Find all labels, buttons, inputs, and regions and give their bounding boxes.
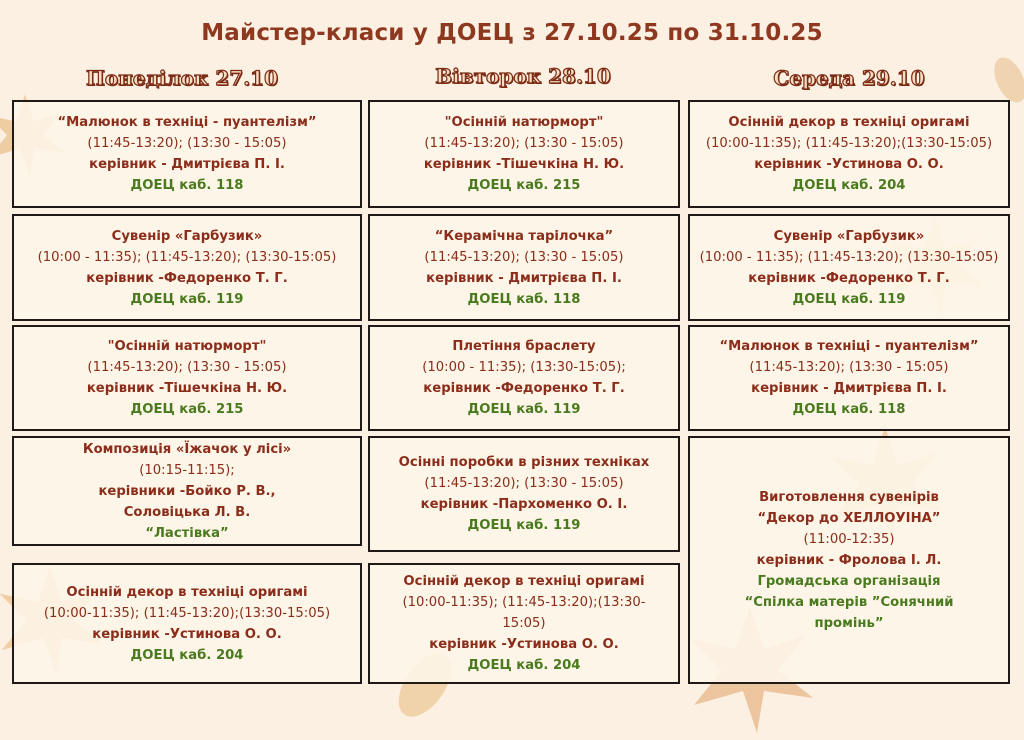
class-room: ДОЕЦ каб. 118 xyxy=(467,291,581,307)
class-room: ДОЕЦ каб. 204 xyxy=(467,658,581,673)
class-title: Осінній декор в техніці оригамі xyxy=(403,574,645,589)
class-card-tuesday xyxy=(368,436,680,552)
class-card-wednesday xyxy=(688,436,1010,684)
class-title: “Керамічна тарілочка” xyxy=(434,228,614,244)
class-title: “Малюнок в техніці - пуантелізм” xyxy=(57,115,317,130)
class-room: промінь” xyxy=(814,615,884,631)
class-card-monday xyxy=(12,100,362,208)
class-title: Композиція «Їжачок у лісі» xyxy=(82,441,292,457)
class-title: “Малюнок в техніці - пуантелізм” xyxy=(719,339,979,354)
class-room: ДОЕЦ каб. 119 xyxy=(467,518,581,533)
class-title: Осінній декор в техніці оригамі xyxy=(728,115,970,130)
class-card-wednesday xyxy=(688,325,1010,431)
class-time: (11:45-13:20); (13:30 - 15:05) xyxy=(424,476,624,491)
class-card-monday xyxy=(12,563,362,684)
class-time: (11:45-13:20); (13:30 - 15:05) xyxy=(424,249,624,265)
class-leader: керівник - Дмитрієва П. І. xyxy=(751,381,947,396)
class-time: (10:00-11:35); (11:45-13:20);(13:30-15:05) xyxy=(705,136,993,151)
day-header-wednesday: Середа 29.10 xyxy=(773,66,925,90)
class-leader: Соловіцька Л. В. xyxy=(123,504,251,520)
class-card-monday xyxy=(12,214,362,321)
class-title: "Осінній натюрморт" xyxy=(444,115,604,130)
class-time: (11:00-12:35) xyxy=(803,531,895,547)
class-room: Громадська організація xyxy=(757,573,941,589)
class-room: “Ластівка” xyxy=(145,525,229,541)
class-leader: керівник - Дмитрієва П. І. xyxy=(426,270,622,286)
class-time: (10:00 - 11:35); (11:45-13:20); (13:30-15:05) xyxy=(37,249,337,265)
class-time: 15:05) xyxy=(502,616,546,631)
class-card-monday xyxy=(12,436,362,546)
class-leader: керівник -Тішечкіна Н. Ю. xyxy=(423,157,625,172)
class-leader: “Декор до ХЕЛЛОУІНА” xyxy=(757,510,941,526)
day-header-monday: Понеділок 27.10 xyxy=(86,66,278,90)
class-room: ДОЕЦ каб. 204 xyxy=(130,647,244,663)
class-time: (11:45-13:20); (13:30 - 15:05) xyxy=(424,136,624,151)
class-title: "Осінній натюрморт" xyxy=(107,339,267,354)
class-card-tuesday xyxy=(368,100,680,208)
class-leader: керівник -Федоренко Т. Г. xyxy=(748,270,950,286)
class-leader: керівник - Фролова І. Л. xyxy=(756,552,942,568)
class-card-tuesday xyxy=(368,214,680,321)
class-title: Плетіння браслету xyxy=(452,339,596,354)
class-room: ДОЕЦ каб. 215 xyxy=(130,402,244,417)
class-time: (11:45-13:20); (13:30 - 15:05) xyxy=(749,360,949,375)
page-title: Майстер-класи у ДОЕЦ з 27.10.25 по 31.10.25 xyxy=(201,20,823,46)
class-time: (10:00 - 11:35); (13:30-15:05); xyxy=(422,360,626,375)
class-card-wednesday xyxy=(688,100,1010,208)
class-card-tuesday xyxy=(368,563,680,684)
class-title: Осінні поробки в різних техніках xyxy=(398,455,650,470)
class-time: (10:00-11:35); (11:45-13:20);(13:30-15:05) xyxy=(43,605,331,621)
class-time: (11:45-13:20); (13:30 - 15:05) xyxy=(87,136,287,151)
class-time: (11:45-13:20); (13:30 - 15:05) xyxy=(87,360,287,375)
class-leader: керівник -Пархоменко О. І. xyxy=(420,497,628,512)
class-title: Осінній декор в техніці оригамі xyxy=(66,584,308,600)
class-card-wednesday xyxy=(688,214,1010,321)
class-room: ДОЕЦ каб. 118 xyxy=(792,402,906,417)
class-leader: керівник -Устинова О. О. xyxy=(429,637,619,652)
class-title: Сувенір «Гарбузик» xyxy=(773,228,925,244)
class-room: ДОЕЦ каб. 119 xyxy=(467,402,581,417)
class-time: (10:00-11:35); (11:45-13:20);(13:30- xyxy=(402,595,646,610)
day-header-tuesday: Вівторок 28.10 xyxy=(435,64,611,88)
class-card-monday xyxy=(12,325,362,431)
class-room: ДОЕЦ каб. 204 xyxy=(792,178,906,193)
class-title: Сувенір «Гарбузик» xyxy=(111,228,263,244)
class-room: ДОЕЦ каб. 119 xyxy=(130,291,244,307)
class-leader: керівники -Бойко Р. В., xyxy=(98,483,276,499)
class-room: “Спілка матерів ”Сонячний xyxy=(744,594,954,610)
class-time: (10:15-11:15); xyxy=(139,462,235,478)
class-leader: Виготовлення сувенірів xyxy=(759,489,939,505)
class-leader: керівник - Дмитрієва П. І. xyxy=(89,157,285,172)
class-time: (10:00 - 11:35); (11:45-13:20); (13:30-15:05) xyxy=(699,249,999,265)
class-leader: керівник -Устинова О. О. xyxy=(754,157,944,172)
class-leader: керівник -Федоренко Т. Г. xyxy=(86,270,288,286)
class-leader: керівник -Тішечкіна Н. Ю. xyxy=(86,381,288,396)
class-room: ДОЕЦ каб. 118 xyxy=(130,178,244,193)
class-card-tuesday xyxy=(368,325,680,431)
class-leader: керівник -Федоренко Т. Г. xyxy=(423,381,625,396)
class-leader: керівник -Устинова О. О. xyxy=(92,626,282,642)
class-room: ДОЕЦ каб. 215 xyxy=(467,178,581,193)
class-room: ДОЕЦ каб. 119 xyxy=(792,291,906,307)
